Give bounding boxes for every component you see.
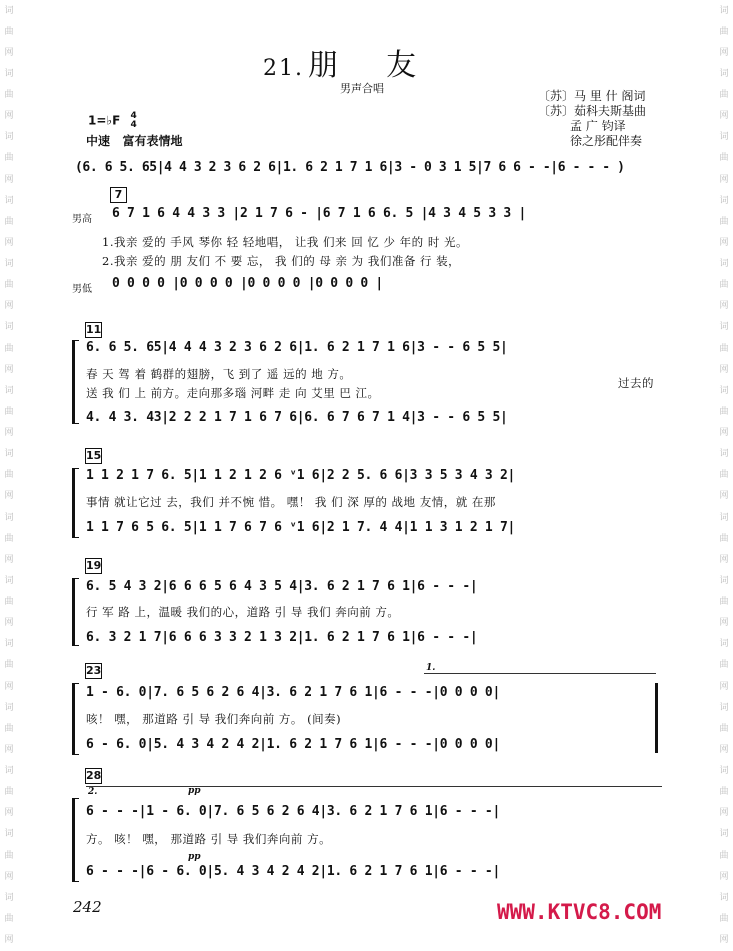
measure-number: 15 [86, 449, 102, 462]
lyric-verse-2: 2.我亲 爱的 朋 友们 不 要 忘， 我 们的 母 亲 为 我们准备 行 装， [102, 254, 461, 268]
watermark-char: 词 [4, 829, 14, 840]
tenor-notes: 1 - 6. 0|7. 6 5 6 2 6 4|3. 6 2 1 7 6 1|6 - - -|0 0 0 0| [86, 685, 500, 700]
watermark-char: 网 [4, 301, 14, 312]
song-subtitle: 男声合唱 [340, 82, 384, 95]
watermark-char: 网 [719, 428, 729, 439]
watermark-char: 曲 [719, 153, 729, 164]
watermark-char: 网 [719, 364, 729, 375]
watermark-char: 词 [4, 639, 14, 650]
score-system [72, 768, 662, 883]
watermark-char: 曲 [4, 216, 14, 227]
watermark-char: 网 [719, 554, 729, 565]
key-signature [88, 112, 137, 130]
watermark-char: 曲 [4, 90, 14, 101]
watermark-char: 曲 [4, 26, 14, 37]
watermark-right [717, 0, 731, 951]
watermark-char: 曲 [4, 280, 14, 291]
meter-bottom: 4 [130, 120, 137, 130]
watermark-char: 网 [4, 491, 14, 502]
watermark-char: 词 [4, 766, 14, 777]
measure-number: 7 [110, 187, 127, 203]
page-number: 242 [73, 898, 102, 916]
watermark-char: 词 [719, 575, 729, 586]
lyric-verse-1: 方。 咳！ 嘿， 那道路 引 导 我们奔向前 方。 [86, 832, 332, 846]
tenor-notes: 6. 5 4 3 2|6 6 6 5 6 4 3 5 4|3. 6 2 1 7 6 1|6 - - -| [86, 579, 478, 594]
watermark-char: 曲 [719, 533, 729, 544]
lyric-verse-1: 行 军 路 上，温暖 我们的心，道路 引 导 我们 奔向前 方。 [86, 605, 400, 619]
watermark-char: 网 [4, 935, 14, 946]
end-barline [655, 683, 658, 753]
watermark-char: 曲 [719, 787, 729, 798]
watermark-char: 曲 [4, 913, 14, 924]
measure-number: 19 [86, 559, 102, 572]
watermark-char: 词 [719, 766, 729, 777]
lyric-verse-1: 1.我亲 爱的 手风 琴你 轻 轻地唱， 让我 们来 回 忆 少 年的 时 光。 [102, 235, 468, 249]
watermark-char: 曲 [719, 406, 729, 417]
system-brace [72, 683, 79, 755]
bass-notes: 6 - 6. 0|5. 4 3 4 2 4 2|1. 6 2 1 7 6 1|6 - - -|0 0 0 0| [86, 737, 500, 752]
watermark-char: 词 [719, 639, 729, 650]
watermark-char: 词 [4, 512, 14, 523]
watermark-char: 曲 [4, 406, 14, 417]
intro-line: (6. 6 5. 65|4 4 3 2 3 6 2 6|1. 6 2 1 7 1 6|3 - 0 3 1 5|7 6 6 - -|6 - - - ) [75, 160, 625, 175]
watermark-char: 网 [4, 174, 14, 185]
watermark-char: 曲 [4, 153, 14, 164]
watermark-char: 词 [719, 322, 729, 333]
key-value: 1=♭F [88, 113, 121, 128]
watermark-char: 曲 [719, 26, 729, 37]
lyric-verse-1: 事情 就让它过 去，我们 并不惋 惜。 嘿！ 我 们 深 厚的 战地 友情，就 在那 [86, 495, 496, 509]
part-label-tenor: 男高 [72, 214, 92, 225]
score-system [72, 185, 662, 295]
system-brace [72, 340, 79, 424]
watermark-char: 词 [719, 385, 729, 396]
watermark-char: 曲 [719, 343, 729, 354]
watermark-char: 词 [4, 195, 14, 206]
watermark-char: 网 [719, 111, 729, 122]
watermark-char: 词 [719, 829, 729, 840]
watermark-char: 网 [719, 618, 729, 629]
watermark-char: 词 [719, 449, 729, 460]
dynamic-marking-bass: pp [188, 852, 201, 862]
watermark-char: 曲 [719, 913, 729, 924]
watermark-char: 曲 [4, 343, 14, 354]
watermark-char: 曲 [4, 660, 14, 671]
watermark-char: 网 [4, 111, 14, 122]
watermark-char: 曲 [719, 723, 729, 734]
part-label-bass: 男低 [72, 284, 92, 295]
watermark-char: 曲 [4, 787, 14, 798]
meter-top: 4 [130, 111, 137, 121]
bass-notes: 6. 3 2 1 7|6 6 6 3 3 2 1 3 2|1. 6 2 1 7 6 1|6 - - -| [86, 630, 478, 645]
watermark-char: 网 [4, 47, 14, 58]
watermark-char: 词 [719, 512, 729, 523]
watermark-left [2, 0, 16, 951]
watermark-char: 曲 [719, 216, 729, 227]
time-signature [130, 112, 136, 130]
song-number: 21. [263, 56, 304, 81]
measure-number: 28 [86, 769, 102, 782]
watermark-char: 词 [4, 5, 14, 16]
watermark-char: 网 [4, 681, 14, 692]
watermark-char: 网 [4, 871, 14, 882]
tenor-notes: 6 7 1 6 4 4 3 3 |2 1 7 6 - |6 7 1 6 6. 5 |4 3 4 5 3 3 | [112, 206, 526, 221]
score-system [72, 448, 662, 548]
lyric-verse-2: 送 我 们 上 前方。走向那多瑙 河畔 走 向 艾里 巴 江。 [86, 386, 380, 400]
watermark-char: 词 [4, 575, 14, 586]
credit-accompaniment: 徐之彤配伴奏 [570, 134, 643, 148]
watermark-char: 曲 [719, 280, 729, 291]
bass-notes: 4. 4 3. 43|2 2 2 1 7 1 6 7 6|6. 6 7 6 7 1 4|3 - - 6 5 5| [86, 410, 508, 425]
watermark-char: 网 [719, 744, 729, 755]
watermark-char: 网 [719, 681, 729, 692]
watermark-char: 词 [4, 892, 14, 903]
watermark-char: 曲 [719, 597, 729, 608]
watermark-char: 词 [719, 195, 729, 206]
watermark-char: 曲 [4, 597, 14, 608]
watermark-char: 曲 [719, 850, 729, 861]
watermark-char: 词 [719, 259, 729, 270]
tempo-marking: 中速 富有表情地 [86, 134, 183, 148]
watermark-char: 词 [4, 132, 14, 143]
bass-notes: 0 0 0 0 |0 0 0 0 |0 0 0 0 |0 0 0 0 | [112, 276, 383, 291]
volta-label: 1. [426, 663, 436, 673]
watermark-char: 词 [4, 68, 14, 79]
volta-bracket [86, 786, 662, 787]
watermark-char: 网 [4, 237, 14, 248]
watermark-char: 词 [4, 702, 14, 713]
measure-number: 11 [86, 323, 102, 336]
watermark-char: 网 [719, 935, 729, 946]
watermark-char: 网 [4, 618, 14, 629]
watermark-char: 词 [4, 322, 14, 333]
system-brace [72, 798, 79, 882]
bass-notes: 6 - - -|6 - 6. 0|5. 4 3 4 2 4 2|1. 6 2 1 7 6 1|6 - - -| [86, 864, 500, 879]
watermark-char: 网 [719, 174, 729, 185]
watermark-char: 曲 [4, 723, 14, 734]
lyric-verse-1: 咳！ 嘿， 那道路 引 导 我们奔向前 方。 (间奏) [86, 712, 342, 726]
system-brace [72, 468, 79, 538]
bass-notes: 1 1 7 6 5 6. 5|1 1 7 6 7 6 ᵛ1 6|2 1 7. 4 4|1 1 3 1 2 1 7| [86, 520, 516, 535]
song-name: 朋 友 [308, 48, 419, 83]
watermark-char: 词 [4, 385, 14, 396]
volta-label: 2. [88, 787, 98, 797]
watermark-char: 曲 [4, 533, 14, 544]
watermark-char: 网 [719, 491, 729, 502]
watermark-char: 网 [4, 744, 14, 755]
measure-number: 23 [86, 664, 102, 677]
dynamic-marking: pp [188, 786, 201, 796]
credit-composer: 〔苏〕茹科夫斯基曲 [538, 104, 647, 118]
watermark-char: 词 [719, 702, 729, 713]
watermark-char: 词 [719, 5, 729, 16]
credit-lyricist: 〔苏〕马 里 什 阁词 [538, 89, 646, 103]
watermark-char: 词 [719, 68, 729, 79]
watermark-char: 曲 [719, 90, 729, 101]
watermark-char: 网 [4, 808, 14, 819]
score-system [72, 558, 662, 648]
tenor-notes: 6 - - -|1 - 6. 0|7. 6 5 6 2 6 4|3. 6 2 1 7 6 1|6 - - -| [86, 804, 500, 819]
volta-bracket [424, 673, 656, 674]
watermark-char: 词 [719, 892, 729, 903]
score-system [72, 322, 662, 427]
score-system [72, 663, 662, 758]
watermark-char: 网 [4, 364, 14, 375]
watermark-char: 网 [4, 554, 14, 565]
system-brace [72, 578, 79, 646]
watermark-char: 网 [719, 871, 729, 882]
site-watermark: WWW.KTVC8.COM [497, 900, 662, 924]
lyric-verse-1: 春 天 驾 着 鹤群的翅膀，飞 到了 遥 远的 地 方。 [86, 367, 352, 381]
watermark-char: 网 [719, 808, 729, 819]
watermark-char: 词 [4, 449, 14, 460]
credit-translator: 孟 广 钧译 [570, 119, 626, 133]
song-title [263, 40, 418, 84]
tenor-notes: 6. 6 5. 65|4 4 4 3 2 3 6 2 6|1. 6 2 1 7 1 6|3 - - 6 5 5| [86, 340, 508, 355]
watermark-char: 曲 [4, 850, 14, 861]
lyric-aside: 过去的 [618, 376, 654, 390]
watermark-char: 网 [719, 47, 729, 58]
watermark-char: 词 [719, 132, 729, 143]
watermark-char: 网 [719, 237, 729, 248]
watermark-char: 词 [4, 259, 14, 270]
watermark-char: 曲 [719, 660, 729, 671]
credits [538, 89, 646, 149]
tenor-notes: 1 1 2 1 7 6. 5|1 1 2 1 2 6 ᵛ1 6|2 2 5. 6 6|3 3 5 3 4 3 2| [86, 468, 516, 483]
watermark-char: 曲 [4, 470, 14, 481]
watermark-char: 曲 [719, 470, 729, 481]
watermark-char: 网 [719, 301, 729, 312]
watermark-char: 网 [4, 428, 14, 439]
